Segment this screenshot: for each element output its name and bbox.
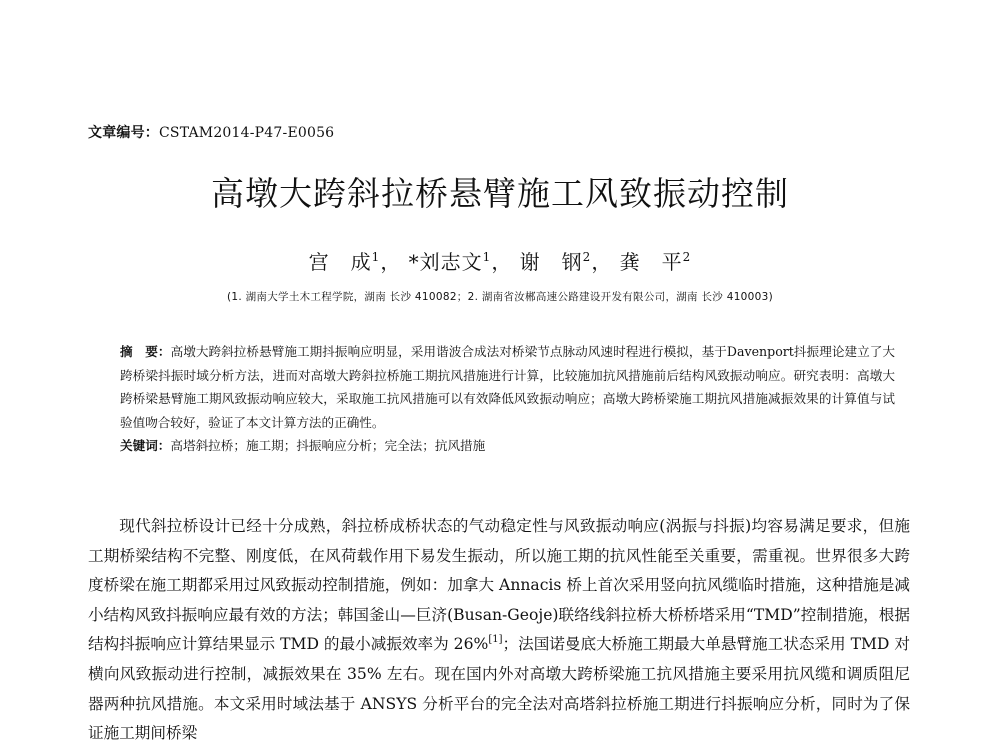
paper-title: 高墩大跨斜拉桥悬臂施工风致振动控制 [211,174,789,213]
author-name: 谢 钢 [519,250,583,274]
author-separator: ， [591,250,613,274]
abstract-block [120,340,895,458]
body-paragraph [88,512,910,749]
author-affiliation-mark: 2 [582,250,592,264]
article-id-label: 文章编号： [88,125,159,141]
keywords-label: 关键词： [120,438,171,453]
author-name: 龚 平 [619,250,683,274]
abstract [120,340,895,434]
keywords-text: 高塔斜拉桥；施工期；抖振响应分析；完全法；抗风措施 [170,438,486,453]
abstract-text: 高墩大跨斜拉桥悬臂施工期抖振响应明显，采用谐波合成法对桥梁节点脉动风速时程进行模拟，基于Davenport抖振理论建立了大跨桥梁抖振时域分析方法，进而对高墩大跨斜拉桥施工期抗风措施进行计算，比较施加抗风措施前后结构风致振动响应。研究表明：高墩大跨桥梁悬臂施工期风致振动响应较大，采取施工抗风措施可以有效降低风致振动响应；高墩大跨桥梁施工期抗风措施减振效果的计算值与试验值吻合较好，验证了本文计算方法的正确性。 [120,344,896,430]
citation-ref[interactable]: [1] [488,634,503,646]
author-affiliation-mark: 1 [482,250,492,264]
author-separator: ， [491,250,513,274]
affiliations: (1. 湖南大学土木工程学院，湖南 长沙 410082；2. 湖南省汝郴高速公路建设开发有限公司，湖南 长沙 410003) [226,291,774,303]
body-text-part1: 现代斜拉桥设计已经十分成熟，斜拉桥成桥状态的气动稳定性与风致振动响应(涡振与抖振)均容易满足要求，但施工期桥梁结构不完整、刚度低，在风荷载作用下易发生振动，所以施工期的抗风性能至关重要，需重视。世界很多大跨度桥梁在施工期都采用过风致振动控制措施，例如：加拿大 Annacis 桥上首次采用竖向抗风缆临时措施，这种措施是减小结构风致抖振响应最有效的方法；韩国釜山—巨济(Busan-Geoje)联络线斜拉桥大桥桥塔采用“TMD”控制措施，根据结构抖振响应计算结果显示 TMD 的最小减振效率为 26% [88,517,910,654]
author-list [0,246,1000,275]
body-text-part2: ；法国诺曼底大桥施工期最大单悬臂施工状态采用 TMD 对横向风致振动进行控制，减振效果在 35% 左右。现在国内外对高墩大跨桥梁施工抗风措施主要采用抗风缆和调质阻尼器两种抗风措施。本文采用时域法基于 ANSYS 分析平台的完全法对高塔斜拉桥施工期进行抖振响应分析，同时为了保证施工期间桥梁 [88,635,910,743]
author-affiliation-mark: 2 [682,250,692,264]
author-affiliation-mark: 1 [371,250,381,264]
keywords [120,434,895,458]
author-name: *刘志文 [408,250,483,274]
abstract-label: 摘 要： [120,344,171,359]
author-separator: ， [380,250,402,274]
article-id-value: CSTAM2014-P47-E0056 [159,125,335,141]
author-name: 宫 成 [308,250,372,274]
article-id [88,122,334,142]
